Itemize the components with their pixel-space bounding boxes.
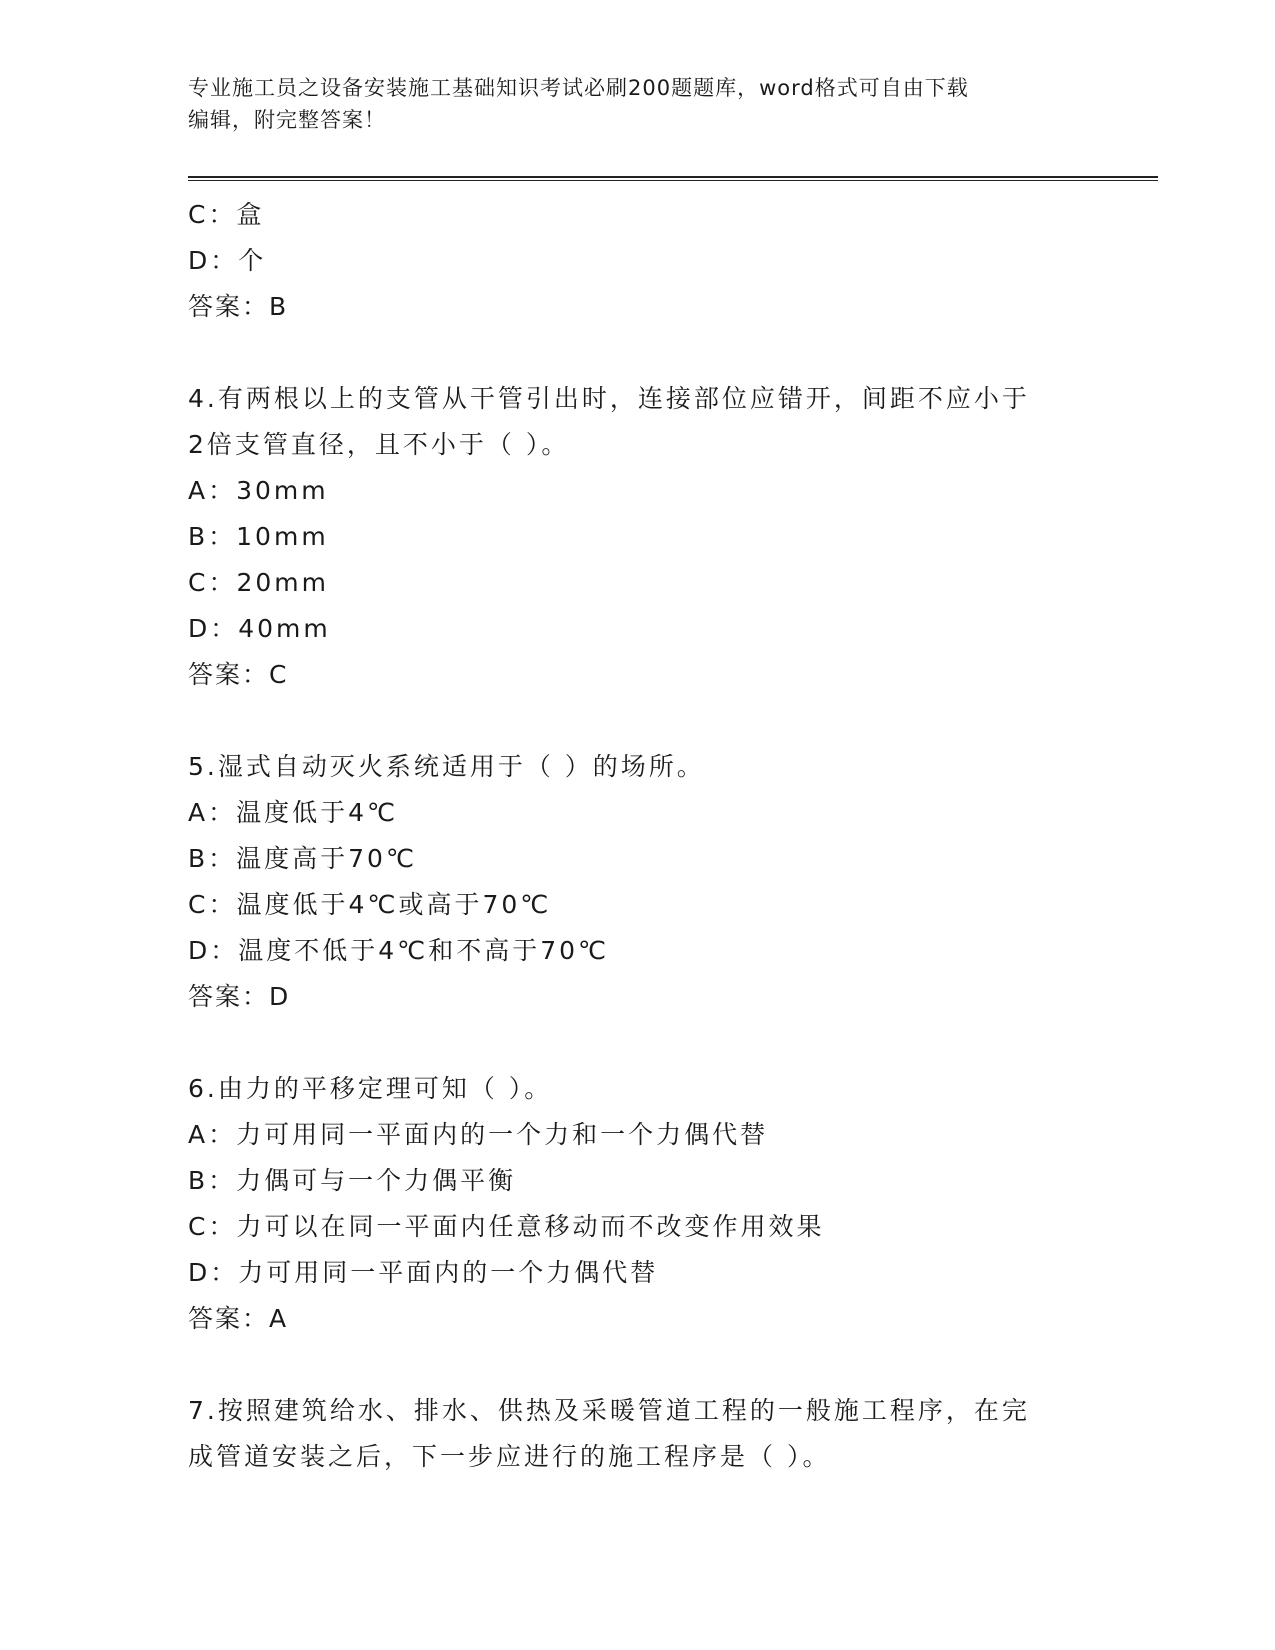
- option-b: B：温度高于70℃: [188, 844, 418, 873]
- answer-line: 答案：B: [188, 292, 289, 321]
- option-d: D：个: [188, 246, 267, 275]
- option-d: D：40mm: [188, 614, 331, 643]
- header-line-2: 编辑，附完整答案！: [188, 108, 386, 132]
- option-d: D：力可用同一平面内的一个力偶代替: [188, 1258, 659, 1287]
- option-b: B：10mm: [188, 522, 329, 551]
- question-content: [188, 192, 1088, 1480]
- option-c: C：20mm: [188, 568, 329, 597]
- question-5-stem: 5.湿式自动灭火系统适用于（ ）的场所。: [188, 752, 705, 781]
- question-6-stem: 6.由力的平移定理可知（ ）。: [188, 1074, 553, 1103]
- spacer: [188, 330, 1088, 376]
- header-divider: [188, 176, 1158, 181]
- spacer: [188, 1342, 1088, 1388]
- option-c: C：温度低于4℃或高于70℃: [188, 890, 552, 919]
- page-header: [188, 72, 1088, 136]
- option-a: A：力可用同一平面内的一个力和一个力偶代替: [188, 1120, 769, 1149]
- option-a: A：30mm: [188, 476, 329, 505]
- option-c: C：盒: [188, 200, 265, 229]
- spacer: [188, 1020, 1088, 1066]
- question-4-stem-line-2: 2倍支管直径，且不小于（ ）。: [188, 430, 570, 459]
- answer-line: 答案：C: [188, 660, 289, 689]
- answer-line: 答案：A: [188, 1304, 289, 1333]
- spacer: [188, 698, 1088, 744]
- option-b: B：力偶可与一个力偶平衡: [188, 1166, 517, 1195]
- option-d: D：温度不低于4℃和不高于70℃: [188, 936, 610, 965]
- question-7-stem-line-2: 成管道安装之后，下一步应进行的施工程序是（ ）。: [188, 1442, 831, 1471]
- question-7-stem-line-1: 7.按照建筑给水、排水、供热及采暖管道工程的一般施工程序，在完: [188, 1396, 1030, 1425]
- header-line-1: 专业施工员之设备安装施工基础知识考试必刷200题题库，word格式可自由下载: [188, 76, 969, 100]
- option-c: C：力可以在同一平面内任意移动而不改变作用效果: [188, 1212, 825, 1241]
- option-a: A：温度低于4℃: [188, 798, 399, 827]
- question-4-stem-line-1: 4.有两根以上的支管从干管引出时，连接部位应错开，间距不应小于: [188, 384, 1030, 413]
- answer-line: 答案：D: [188, 982, 291, 1011]
